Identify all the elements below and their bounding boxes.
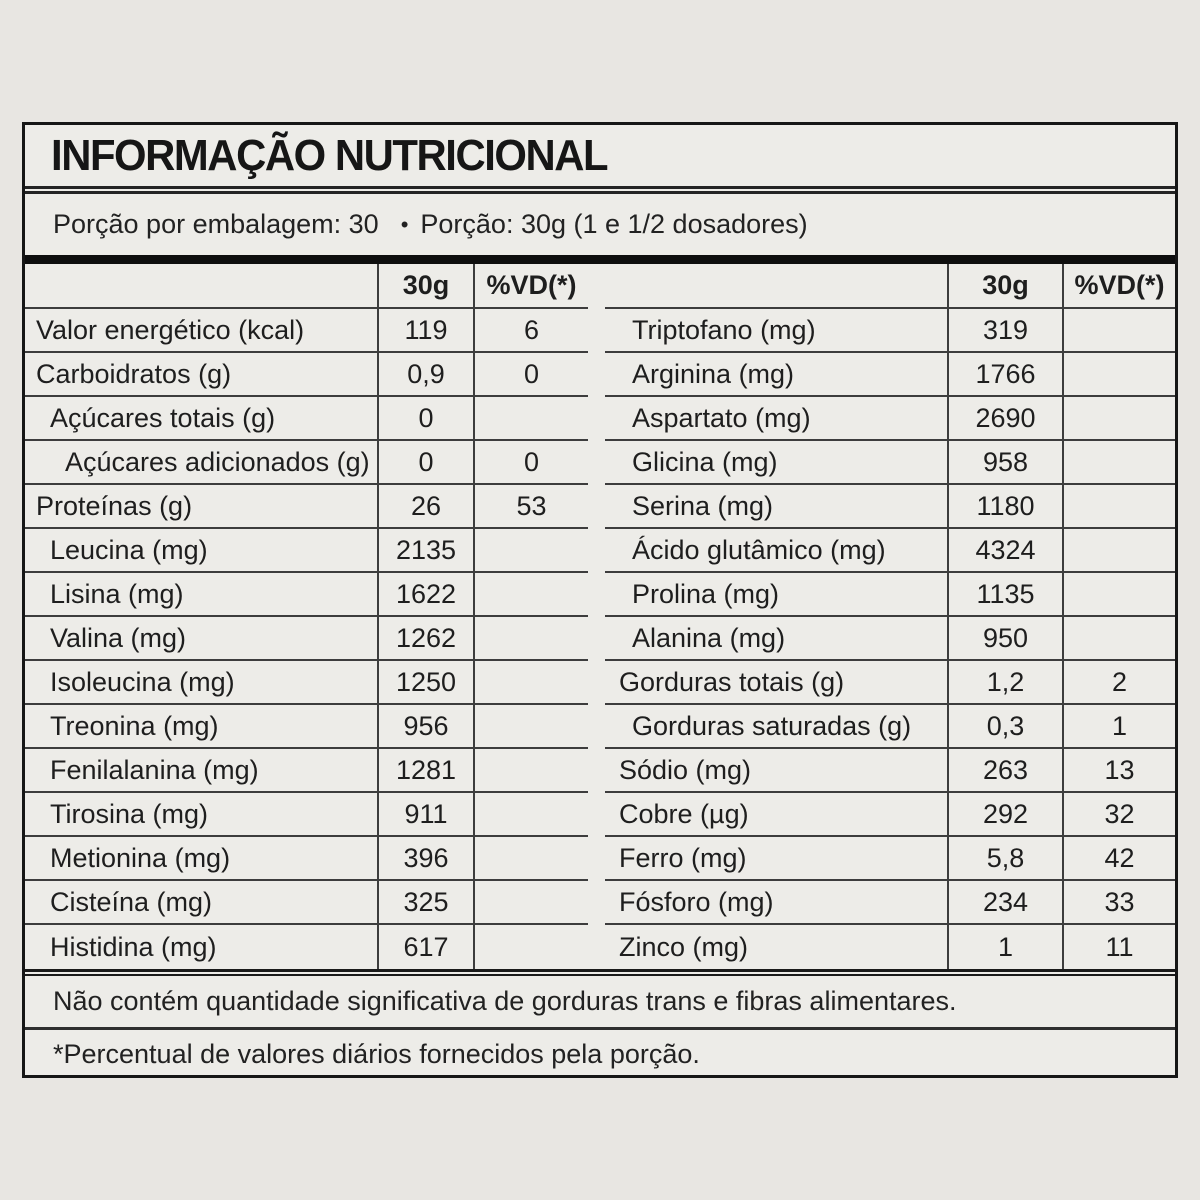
header-label-cell — [605, 264, 947, 307]
serving-size-text: Porção: 30g (1 e 1/2 dosadores) — [420, 209, 808, 239]
amount-value: 1281 — [377, 749, 473, 791]
amount-value: 1 — [947, 925, 1062, 969]
nutrient-label: Tirosina (mg) — [50, 798, 209, 829]
nutrient-label: Carboidratos (g) — [36, 358, 232, 389]
amount-value: 319 — [947, 309, 1062, 351]
note-dv-footnote — [25, 1030, 1175, 1078]
amount-value: 617 — [377, 925, 473, 969]
table-row — [25, 397, 588, 441]
daily-value-percent: 11 — [1062, 925, 1175, 969]
table-row — [25, 353, 588, 397]
nutrition-label — [22, 122, 1178, 1078]
daily-value-percent: 53 — [473, 485, 588, 527]
amount-value: 911 — [377, 793, 473, 835]
table-row — [25, 661, 588, 705]
amount-value: 263 — [947, 749, 1062, 791]
amount-value: 1,2 — [947, 661, 1062, 703]
table-row — [25, 881, 588, 925]
daily-value-percent — [473, 705, 588, 747]
nutrient-label: Metionina (mg) — [50, 842, 231, 873]
nutrient-label: Valor energético (kcal) — [36, 314, 305, 345]
table-row — [25, 485, 588, 529]
daily-value-percent — [1062, 485, 1175, 527]
table-row — [605, 529, 1175, 573]
amount-value: 292 — [947, 793, 1062, 835]
amount-value: 956 — [377, 705, 473, 747]
daily-value-percent — [1062, 529, 1175, 571]
nutrient-label: Cobre (µg) — [619, 798, 749, 829]
amount-value: 119 — [377, 309, 473, 351]
header-dv-cell: %VD(*) — [1062, 264, 1175, 307]
nutrient-label: Fósforo (mg) — [619, 886, 774, 917]
daily-value-percent: 42 — [1062, 837, 1175, 879]
nutrient-label: Ferro (mg) — [619, 842, 747, 873]
nutrient-label: Treonina (mg) — [50, 710, 219, 741]
amount-value: 0,9 — [377, 353, 473, 395]
nutrient-label: Valina (mg) — [50, 622, 187, 653]
header-label-cell — [25, 264, 377, 307]
amount-value: 1250 — [377, 661, 473, 703]
nutrient-label: Cisteína (mg) — [50, 886, 213, 917]
daily-value-percent — [473, 573, 588, 615]
note-no-significant — [25, 976, 1175, 1030]
daily-value-percent — [1062, 617, 1175, 659]
note-text: *Percentual de valores diários fornecidos pela porção. — [53, 1038, 700, 1069]
daily-value-percent — [473, 617, 588, 659]
nutrient-label: Sódio (mg) — [619, 754, 752, 785]
table-row — [605, 617, 1175, 661]
table-row — [605, 485, 1175, 529]
table-row — [25, 441, 588, 485]
amount-value: 2135 — [377, 529, 473, 571]
daily-value-percent: 32 — [1062, 793, 1175, 835]
table-row — [605, 793, 1175, 837]
nutrient-label: Serina (mg) — [632, 490, 774, 521]
table-row — [25, 705, 588, 749]
amount-value: 0 — [377, 441, 473, 483]
nutrient-label: Proteínas (g) — [36, 490, 193, 521]
daily-value-percent — [473, 529, 588, 571]
table-header-row — [25, 264, 588, 309]
amount-value: 950 — [947, 617, 1062, 659]
table-row — [605, 837, 1175, 881]
table-header-row — [605, 264, 1175, 309]
daily-value-percent — [1062, 397, 1175, 439]
table-gutter — [588, 264, 605, 969]
table-row — [605, 661, 1175, 705]
daily-value-percent — [1062, 309, 1175, 351]
table-row — [25, 617, 588, 661]
amount-value: 396 — [377, 837, 473, 879]
nutrition-tables — [25, 264, 1175, 969]
amount-value: 1262 — [377, 617, 473, 659]
daily-value-percent: 13 — [1062, 749, 1175, 791]
nutrition-table-right — [605, 264, 1175, 969]
table-row — [605, 925, 1175, 969]
nutrient-label: Histidina (mg) — [50, 931, 217, 962]
table-row — [605, 705, 1175, 749]
amount-value: 1766 — [947, 353, 1062, 395]
header-amount-cell: 30g — [947, 264, 1062, 307]
nutrient-label: Gorduras totais (g) — [619, 666, 845, 697]
bullet-separator: • — [400, 211, 409, 237]
note-text: Não contém quantidade significativa de gorduras trans e fibras alimentares. — [53, 986, 957, 1016]
daily-value-percent — [473, 661, 588, 703]
daily-value-percent: 2 — [1062, 661, 1175, 703]
table-row — [25, 309, 588, 353]
amount-value: 2690 — [947, 397, 1062, 439]
table-row — [25, 529, 588, 573]
daily-value-percent — [473, 881, 588, 923]
amount-value: 0 — [377, 397, 473, 439]
daily-value-percent: 0 — [473, 441, 588, 483]
header-amount-cell: 30g — [377, 264, 473, 307]
daily-value-percent — [1062, 353, 1175, 395]
table-row — [605, 309, 1175, 353]
daily-value-percent — [473, 925, 588, 969]
table-row — [605, 573, 1175, 617]
servings-per-package-text: Porção por embalagem: 30 — [53, 209, 379, 239]
table-row — [605, 881, 1175, 925]
amount-value: 234 — [947, 881, 1062, 923]
amount-value: 1622 — [377, 573, 473, 615]
amount-value: 1135 — [947, 573, 1062, 615]
page-title: INFORMAÇÃO NUTRICIONAL — [51, 130, 608, 180]
amount-value: 325 — [377, 881, 473, 923]
daily-value-percent — [473, 793, 588, 835]
table-row — [25, 925, 588, 969]
nutrition-table-left — [25, 264, 588, 969]
amount-value: 4324 — [947, 529, 1062, 571]
daily-value-percent: 0 — [473, 353, 588, 395]
nutrient-label: Açúcares adicionados (g) — [65, 446, 370, 477]
header-separator-band — [25, 255, 1175, 264]
amount-value: 0,3 — [947, 705, 1062, 747]
daily-value-percent — [473, 397, 588, 439]
daily-value-percent — [1062, 441, 1175, 483]
daily-value-percent — [473, 749, 588, 791]
daily-value-percent — [1062, 573, 1175, 615]
nutrient-label: Gorduras saturadas (g) — [632, 710, 912, 741]
portion-info — [25, 194, 1175, 255]
table-row — [25, 793, 588, 837]
nutrient-label: Prolina (mg) — [632, 578, 780, 609]
nutrient-label: Isoleucina (mg) — [50, 666, 235, 697]
nutrient-label: Alanina (mg) — [632, 622, 786, 653]
nutrient-label: Lisina (mg) — [50, 578, 184, 609]
header-dv-cell: %VD(*) — [473, 264, 588, 307]
nutrient-label: Zinco (mg) — [619, 931, 749, 962]
title-divider — [25, 186, 1175, 194]
daily-value-percent: 33 — [1062, 881, 1175, 923]
table-row — [605, 749, 1175, 793]
table-row — [25, 749, 588, 793]
nutrient-label: Fenilalanina (mg) — [50, 754, 259, 785]
amount-value: 5,8 — [947, 837, 1062, 879]
nutrient-label: Leucina (mg) — [50, 534, 208, 565]
amount-value: 958 — [947, 441, 1062, 483]
label-header — [25, 125, 1175, 186]
amount-value: 26 — [377, 485, 473, 527]
daily-value-percent — [473, 837, 588, 879]
nutrient-label: Glicina (mg) — [632, 446, 778, 477]
nutrient-label: Açúcares totais (g) — [50, 402, 276, 433]
table-row — [25, 573, 588, 617]
nutrient-label: Arginina (mg) — [632, 358, 795, 389]
daily-value-percent: 6 — [473, 309, 588, 351]
table-row — [605, 397, 1175, 441]
amount-value: 1180 — [947, 485, 1062, 527]
nutrient-label: Aspartato (mg) — [632, 402, 811, 433]
table-row — [25, 837, 588, 881]
table-row — [605, 441, 1175, 485]
nutrient-label: Ácido glutâmico (mg) — [632, 534, 886, 565]
table-row — [605, 353, 1175, 397]
nutrient-label: Triptofano (mg) — [632, 314, 816, 345]
footer-separator — [25, 969, 1175, 976]
daily-value-percent: 1 — [1062, 705, 1175, 747]
